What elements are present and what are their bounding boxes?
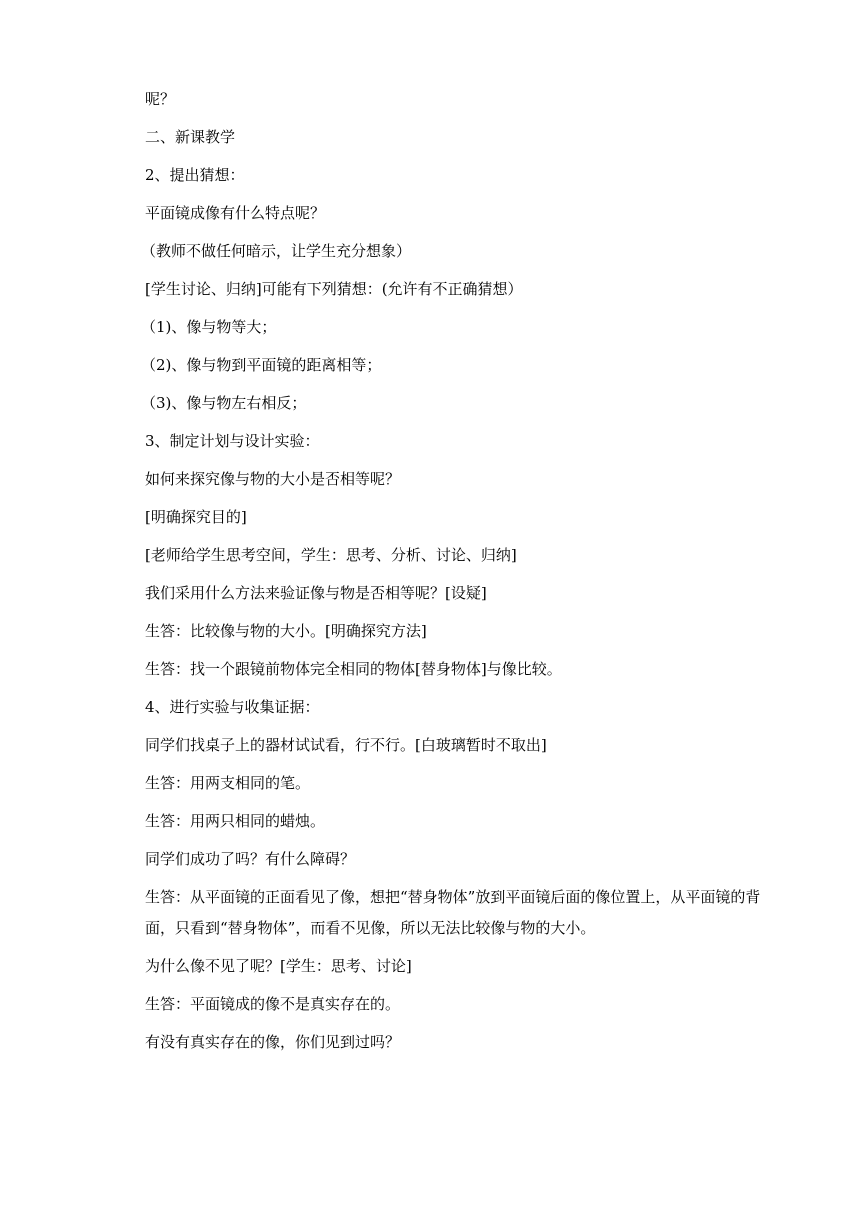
paragraph: 生答：从平面镜的正面看见了像，想把“替身物体”放到平面镜后面的像位置上，从平面镜的背面，只看到“替身物体”，而看不见像，所以无法比较像与物的大小。	[145, 888, 761, 937]
paragraph: 为什么像不见了呢？[学生：思考、讨论]	[145, 957, 412, 975]
paragraph: 我们采用什么方法来验证像与物是否相等呢？[设疑]	[145, 584, 487, 602]
paragraph: 有没有真实存在的像，你们见到过吗？	[145, 1033, 401, 1051]
paragraph: 生答：找一个跟镜前物体完全相同的物体[替身物体]与像比较。	[145, 660, 562, 678]
paragraph: 呢？	[145, 90, 176, 108]
paragraph: 同学们成功了吗？有什么障碍？	[145, 850, 356, 868]
paragraph: 生答：平面镜成的像不是真实存在的。	[145, 995, 401, 1013]
paragraph: 生答：用两只相同的蜡烛。	[145, 812, 326, 830]
paragraph: 同学们找桌子上的器材试试看，行不行。[白玻璃暂时不取出]	[145, 736, 547, 754]
section-heading: 二、新课教学	[145, 128, 236, 146]
document-body	[141, 84, 785, 1065]
paragraph: [学生讨论、归纳]可能有下列猜想：(允许有不正确猜想）	[145, 280, 523, 298]
list-item: （2)、像与物到平面镜的距离相等；	[141, 356, 382, 374]
subsection-heading: 4、进行实验与收集证据：	[145, 698, 320, 716]
subsection-heading: 2、提出猜想：	[145, 166, 245, 184]
paragraph: [老师给学生思考空间，学生：思考、分析、讨论、归纳]	[145, 546, 517, 564]
paragraph: 平面镜成像有什么特点呢？	[145, 204, 326, 222]
list-item: （1)、像与物等大；	[141, 318, 277, 336]
paragraph: （教师不做任何暗示，让学生充分想象）	[141, 242, 412, 260]
paragraph: [明确探究目的]	[145, 508, 247, 526]
list-item: （3)、像与物左右相反；	[141, 394, 307, 412]
subsection-heading: 3、制定计划与设计实验：	[145, 432, 320, 450]
paragraph: 如何来探究像与物的大小是否相等呢？	[145, 470, 401, 488]
paragraph: 生答：用两支相同的笔。	[145, 774, 311, 792]
paragraph: 生答：比较像与物的大小。[明确探究方法]	[145, 622, 427, 640]
